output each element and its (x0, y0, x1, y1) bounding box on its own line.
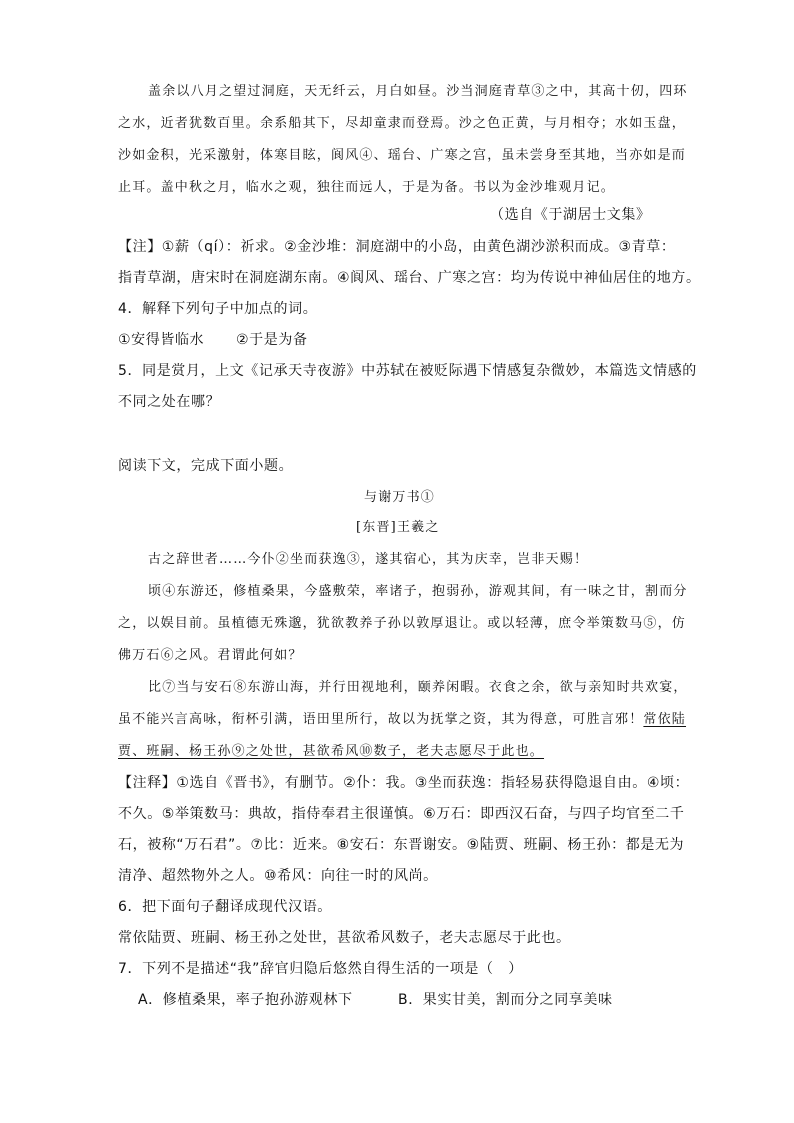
passage2-paragraph-3-line-2-text: 虽不能兴言高咏，衔杯引满，语田里所行，故以为抚掌之资，其为得意，可胜言邪！ (118, 712, 644, 727)
passage2-paragraph-2-line-2: 之，以娱目前。虽植德无殊邈，犹欲教养子孙以敦厚退让。或以轻薄，庶令举策数马⑤，仿 (118, 616, 687, 631)
passage1-line-3: 沙如金积，光采激射，体寒目眩，阆风④、瑶台、广寒之宫，虽未尝身至其地，当亦如是而 (118, 148, 687, 163)
question-6-stem: 6．把下面句子翻译成现代汉语。 (118, 899, 332, 915)
passage1-line-1: 盖余以八月之望过洞庭，天无纤云，月白如昼。沙当洞庭青草③之中，其高十仞，四环 (148, 84, 688, 99)
notes2-line-3: 石，被称“万石君”。⑦比：近来。⑧安石：东晋谢安。⑨陆贾、班嗣、杨王孙：都是无为 (118, 837, 685, 853)
notes1-line-2: 指青草湖，唐宋时在洞庭湖东南。④阆风、瑶台、广寒之宫：均为传说中神仙居住的地方。 (118, 270, 701, 286)
question-7-option-b: B．果实甘美，割而分之同享美味 (398, 992, 613, 1008)
passage2-paragraph-3-line-2 (118, 708, 686, 727)
notes1-line-1: 【注】①薪（qí）：祈求。②金沙堆：洞庭湖中的小岛，由黄色湖沙淤积而成。③青草： (118, 239, 676, 255)
passage2-author: [东晋]王羲之 (356, 520, 440, 535)
passage1-source: （选自《于湖居士文集》 (490, 207, 651, 223)
passage1-line-4: 止耳。盖中秋之月，临水之观，独往而远人，于是为备。书以为金沙堆观月记。 (118, 180, 616, 195)
question-7-option-a: A．修植桑果，率子抱孙游观林下 (138, 992, 353, 1008)
question-5-line-2: 不同之处在哪？ (118, 394, 221, 410)
reading-intro: 阅读下文，完成下面小题。 (118, 458, 294, 474)
passage1-line-2: 之水，近者犹数百里。余系船其下，尽却童隶而登焉。沙之色正黄，与月相夺；水如玉盘， (118, 116, 687, 131)
question-4-item-2: ②于是为备 (236, 332, 308, 348)
notes2-line-2: 不久。⑤举策数马：典故，指侍奉君主很谨慎。⑥万石：即西汉石奋，与四子均官至二千 (118, 806, 685, 822)
question-5-line-1: 5．同是赏月，上文《记承天寺夜游》中苏轼在被贬际遇下情感复杂微妙，本篇选文情感的 (118, 363, 697, 379)
question-6-sentence: 常依陆贾、班嗣、杨王孙之处世，甚欲希风数子，老夫志愿尽于此也。 (118, 930, 571, 946)
underlined-sentence-end: 贾、班嗣、杨王孙⑨之处世，甚欲希风⑩数子，老夫志愿尽于此也。 (118, 744, 545, 759)
passage2-paragraph-2-line-1: 顷④东游还，修植桑果，今盛敷荣，率诸子，抱弱孙，游观其间，有一味之甘，割而分 (148, 584, 688, 599)
notes2-line-1: 【注释】①选自《晋书》，有删节。②仆：我。③坐而获逸：指轻易获得隐退自由。④顷： (118, 775, 690, 791)
question-4-stem: 4．解释下列句子中加点的词。 (118, 301, 318, 317)
passage2-paragraph-2-line-3: 佛万石⑥之风。君谓此何如？ (118, 648, 303, 663)
underlined-sentence-start: 常依陆 (643, 712, 687, 727)
passage2-paragraph-1: 古之辞世者……今仆②坐而获逸③，遂其宿心，其为庆幸，岂非天赐！ (148, 552, 589, 567)
question-4-item-1: ①安得皆临水 (118, 332, 205, 348)
passage2-title: 与谢万书① (364, 490, 436, 505)
notes2-line-4: 清净、超然物外之人。⑩希风：向往一时的风尚。 (118, 868, 438, 884)
question-7-stem: 7．下列不是描述“我”辞官归隐后悠然自得生活的一项是（ ） (118, 961, 523, 977)
passage2-paragraph-3-line-1: 比⑦当与安石⑧东游山海，并行田视地利，颐养闲暇。衣食之余，欲与亲知时共欢宴， (148, 680, 688, 695)
